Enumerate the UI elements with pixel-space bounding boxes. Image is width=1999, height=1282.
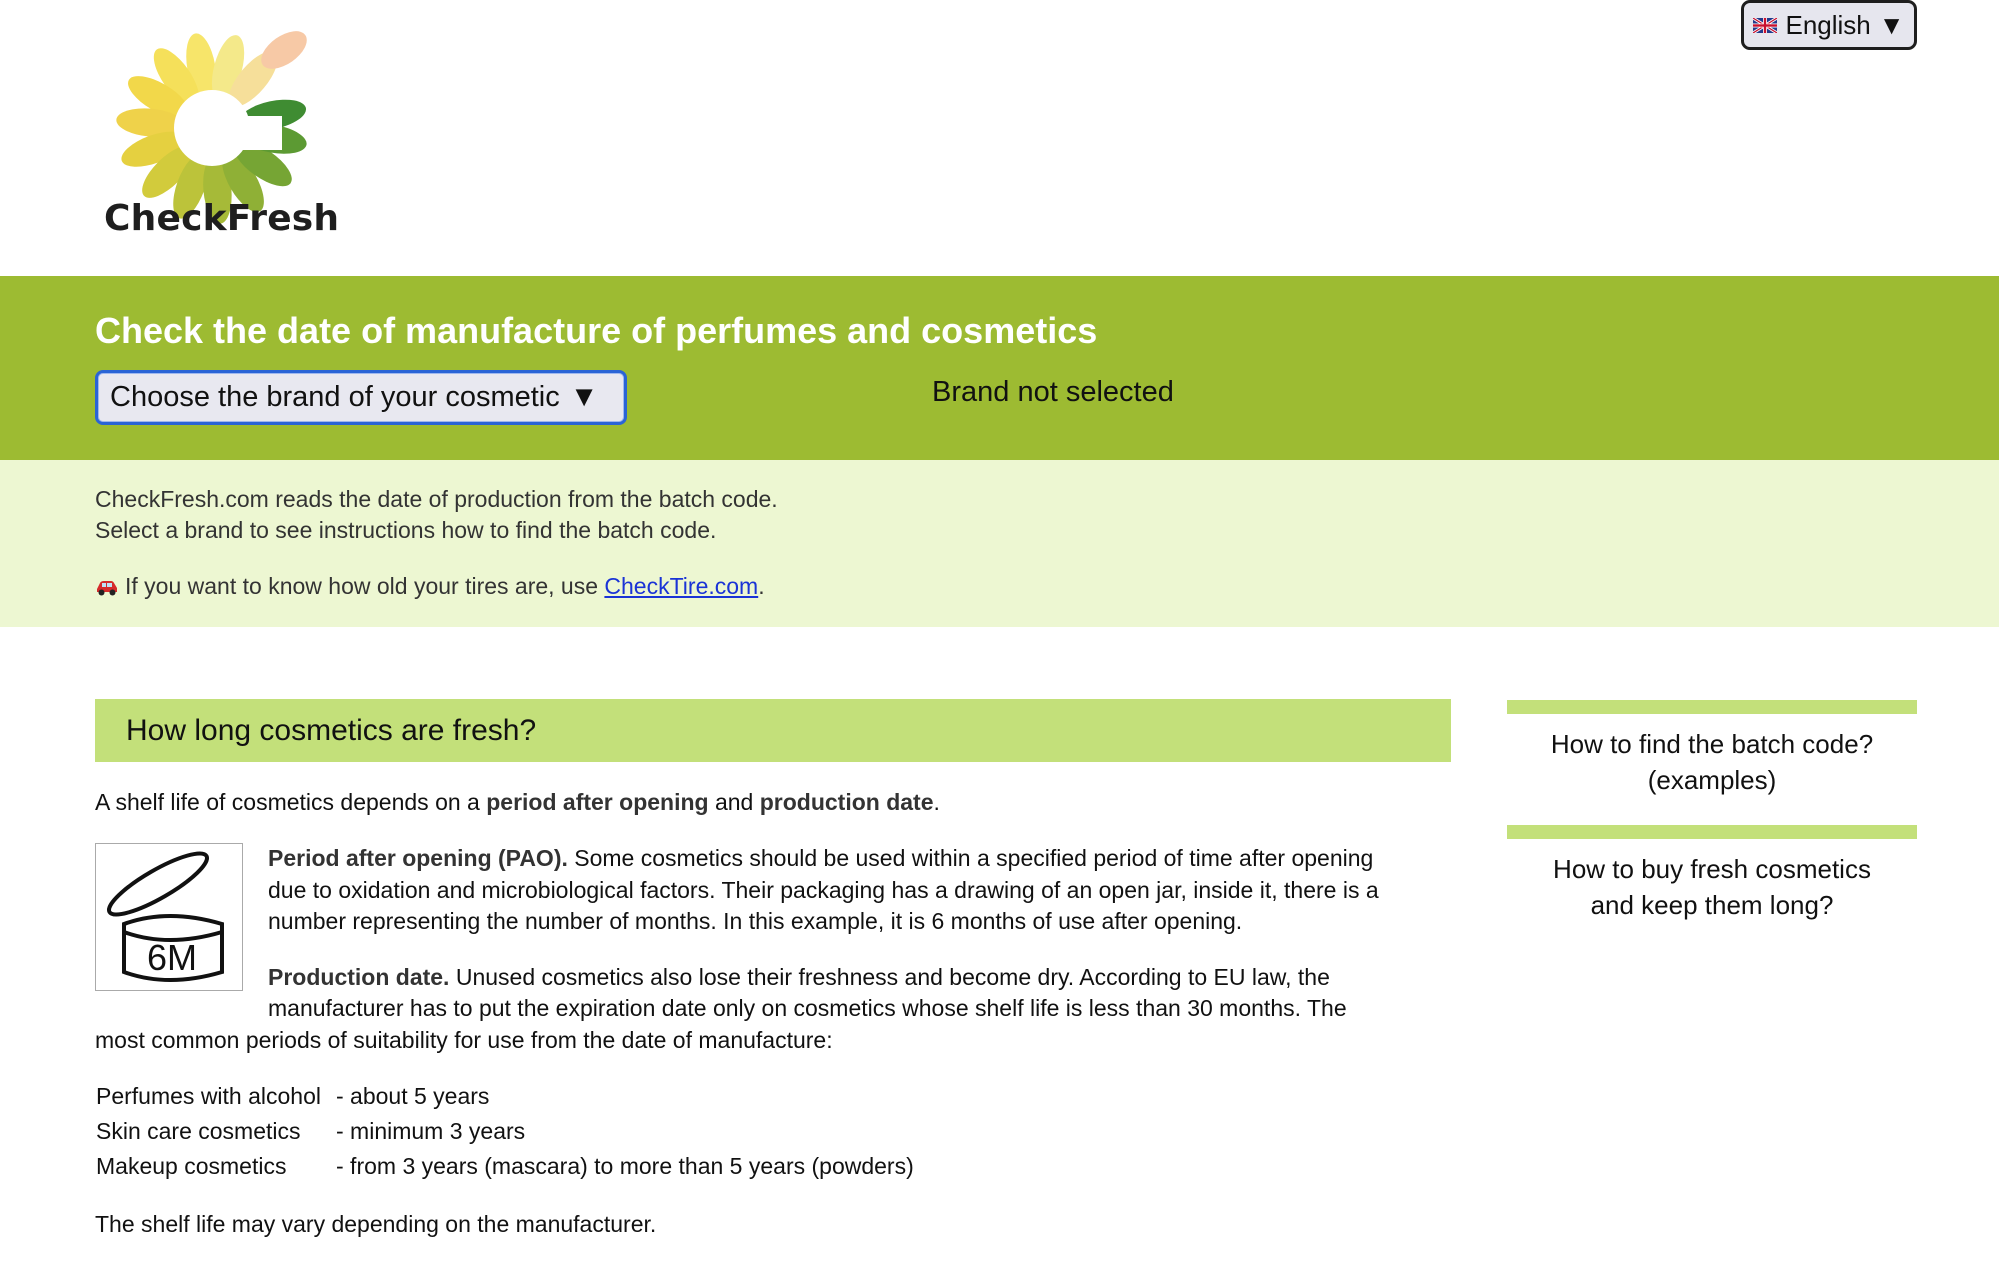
prod-text-1: Unused cosmetics also lose their freshness and become dry. According to EU law, the (449, 964, 1330, 990)
pao-line-1 (268, 842, 1373, 874)
language-label: English (1785, 9, 1871, 40)
info-line-2: Select a brand to see instructions how to find the batch code. (95, 517, 717, 543)
intro-bold-production: production date (759, 789, 934, 815)
intro-paragraph (95, 786, 940, 818)
brand-select-label: Choose the brand of your cosmetic (110, 381, 560, 413)
prod-title: Production date. (268, 964, 450, 990)
info-panel (0, 460, 1999, 627)
table-period: - minimum 3 years (336, 1118, 526, 1144)
table-product: Skin care cosmetics (96, 1118, 301, 1144)
pao-text-1: Some cosmetics should be used within a specified period of time after opening (567, 845, 1374, 871)
sidebar-card-line: (examples) (1647, 765, 1777, 795)
table-product: Perfumes with alcohol (96, 1083, 321, 1109)
pao-line-2: due to oxidation and microbiological factors. Their packaging has a drawing of an open jar, inside it, there is a (268, 877, 1379, 903)
sidebar-card-line: How to find the batch code? (1550, 729, 1874, 759)
table-period: - about 5 years (336, 1083, 490, 1109)
open-jar-icon (96, 844, 242, 990)
chevron-down-icon: ▼ (1878, 9, 1905, 40)
prod-line-2: manufacturer has to put the expiration date only on cosmetics whose shelf life is less than 30 months. The (268, 995, 1347, 1021)
sidebar-card-line: How to buy fresh cosmetics (1553, 854, 1871, 884)
prod-line-1 (268, 961, 1330, 993)
intro-bold-pao: period after opening (486, 789, 709, 815)
uk-flag-icon (1753, 18, 1777, 33)
intro-text-end: . (933, 789, 940, 815)
intro-text: A shelf life of cosmetics depends on a (95, 789, 487, 815)
page-title: Check the date of manufacture of perfumes and cosmetics (95, 310, 1098, 351)
footer-note: The shelf life may vary depending on the manufacturer. (95, 1211, 657, 1237)
sidebar-card-batch-code[interactable] (1507, 700, 1917, 798)
car-icon (95, 578, 119, 596)
sidebar-card-buy-fresh[interactable] (1507, 825, 1917, 923)
pao-jar-icon (95, 843, 243, 991)
hero-band (0, 276, 1999, 460)
brand-status: Brand not selected (932, 376, 1174, 408)
tires-suffix: . (758, 573, 765, 599)
brand-select[interactable] (95, 370, 627, 425)
info-line-1: CheckFresh.com reads the date of production from the batch code. (95, 486, 778, 512)
sidebar-card-line: and keep them long? (1590, 890, 1834, 920)
section-heading: How long cosmetics are fresh? (95, 699, 1451, 762)
prod-line-3: most common periods of suitability for use from the date of manufacture: (95, 1027, 833, 1053)
site-header (0, 0, 1999, 276)
language-selector[interactable] (1741, 0, 1917, 50)
table-period: - from 3 years (mascara) to more than 5 years (powders) (336, 1153, 914, 1179)
site-logo-text: CheckFresh (104, 198, 340, 239)
table-product: Makeup cosmetics (96, 1153, 287, 1179)
checktire-link[interactable]: CheckTire.com (604, 573, 759, 599)
chevron-down-icon: ▼ (569, 381, 599, 413)
tires-prefix: If you want to know how old your tires are, use (125, 573, 605, 599)
pao-line-3: number representing the number of months. In this example, it is 6 months of use after opening. (268, 908, 1243, 934)
pao-title: Period after opening (PAO). (268, 845, 568, 871)
intro-text-and: and (708, 789, 760, 815)
pao-icon-text: 6M (146, 937, 198, 978)
tires-note (95, 573, 765, 600)
